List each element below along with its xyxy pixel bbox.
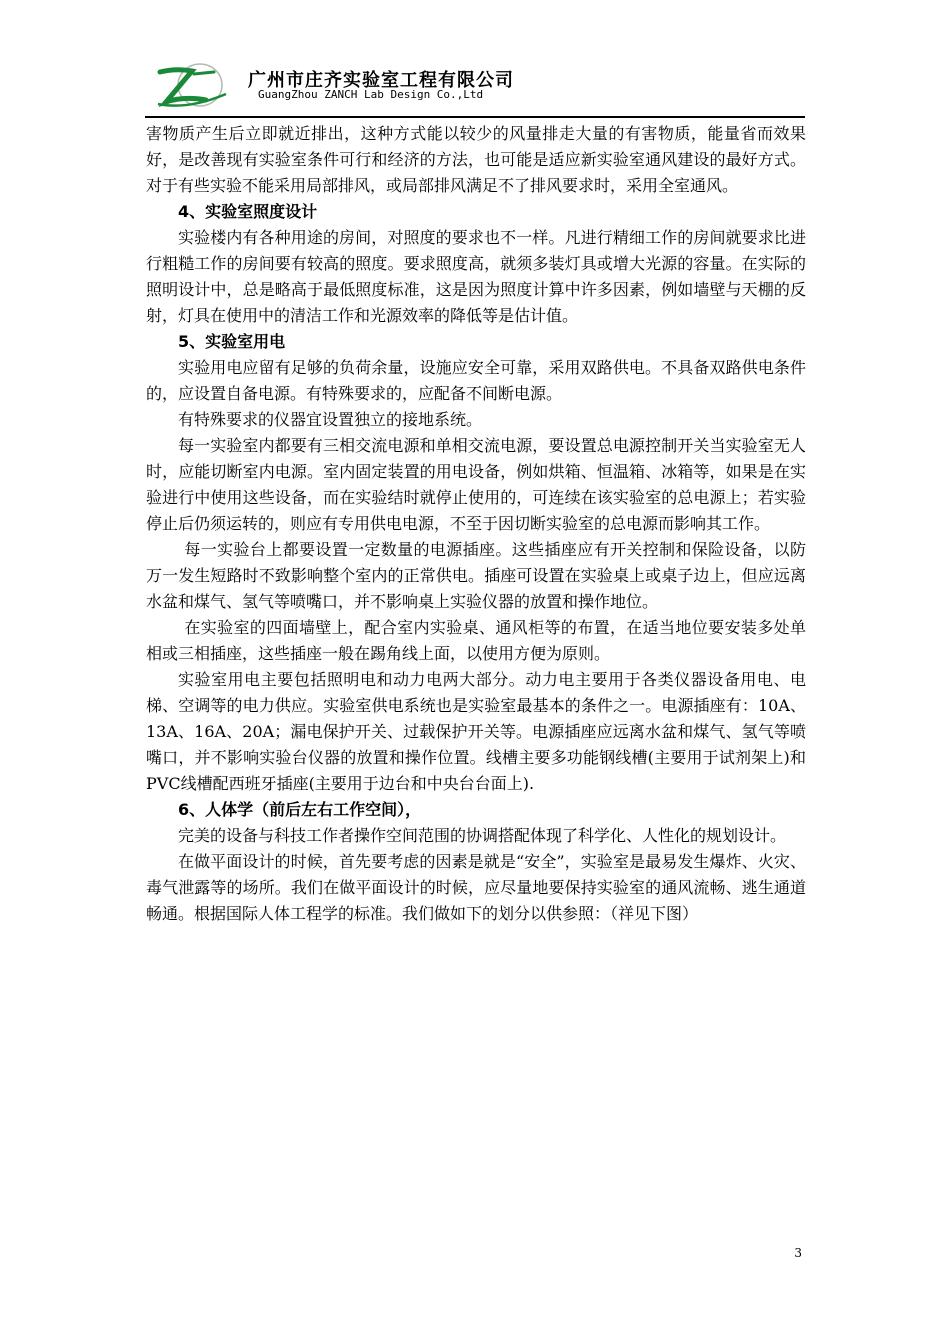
header-divider — [145, 116, 805, 118]
paragraph: 完美的设备与科技工作者操作空间范围的协调搭配体现了科学化、人性化的规划设计。 — [178, 826, 787, 845]
paragraph: 实验用电应留有足够的负荷余量，设施应安全可靠，采用双路供电。不具备双路供电条件的，应设置自备电源。有特殊要求的，应配备不间断电源。 — [146, 358, 806, 403]
paragraph: 实验楼内有各种用途的房间，对照度的要求也不一样。凡进行精细工作的房间就要求比进行粗糙工作的房间要有较高的照度。要求照度高，就须多装灯具或增大光源的容量。在实际的照明设计中，总是略高于最低照度标准，这是因为照度计算中许多因素，例如墙壁与天棚的反射，灯具在使用中的清洁工作和光源效率的降低等是估计值。 — [146, 228, 806, 325]
paragraph: 实验室用电主要包括照明电和动力电两大部分。动力电主要用于各类仪器设备用电、电梯、空调等的电力供应。实验室供电系统也是实验室最基本的条件之一。电源插座有：10A、13A、16A、20A；漏电保护开关、过载保护开关等。电源插座应远离水盆和煤气、氢气等喷嘴口，并不影响实验台仪器的放置和操作位置。线槽主要多功能钢线槽(主要用于试剂架上)和PVC线槽配西班牙插座(主要用于边台和中央台台面上). — [146, 670, 806, 793]
section-heading: 4、实验室照度设计 — [178, 202, 318, 221]
paragraph: 有特殊要求的仪器宜设置独立的接地系统。 — [178, 410, 483, 429]
company-name-en: GuangZhou ZANCH Lab Design Co.,Ltd — [258, 88, 484, 101]
paragraph: 在做平面设计的时候，首先要考虑的因素是就是“安全”，实验室是最易发生爆炸、火灾、毒气泄露等的场所。我们在做平面设计的时候，应尽量地要保持实验室的通风流畅、逃生通道畅通。根据国际人体工程学的标准。我们做如下的划分以供参照：（祥见下图） — [146, 852, 806, 923]
section-heading: 5、实验室用电 — [178, 332, 286, 351]
page-number: 3 — [794, 1246, 802, 1260]
document-body — [146, 121, 806, 927]
paragraph: 在实验室的四面墙壁上，配合室内实验桌、通风柜等的布置，在适当地位要安装多处单相或三相插座，这些插座一般在踢角线上面，以使用方便为原则。 — [146, 618, 806, 663]
paragraph: 害物质产生后立即就近排出，这种方式能以较少的风量排走大量的有害物质，能量省而效果好，是改善现有实验室条件可行和经济的方法，也可能是适应新实验室通风建设的最好方式。对于有些实验不能采用局部排风，或局部排风满足不了排风要求时，采用全室通风。 — [146, 124, 806, 195]
section-heading: 6、人体学（前后左右工作空间）， — [178, 800, 422, 819]
company-logo-icon — [154, 60, 230, 112]
company-name-cn: 广州市庄齐实验室工程有限公司 — [248, 70, 514, 91]
paragraph: 每一实验台上都要设置一定数量的电源插座。这些插座应有开关控制和保险设备，以防万一发生短路时不致影响整个室内的正常供电。插座可设置在实验桌上或桌子边上，但应远离水盆和煤气、氢气等喷嘴口，并不影响桌上实验仪器的放置和操作地位。 — [146, 540, 806, 611]
paragraph: 每一实验室内都要有三相交流电源和单相交流电源，要设置总电源控制开关当实验室无人时，应能切断室内电源。室内固定装置的用电设备，例如烘箱、恒温箱、冰箱等，如果是在实验进行中使用这些设备，而在实验结时就停止使用的，可连续在该实验室的总电源上；若实验停止后仍须运转的，则应有专用供电电源，不至于因切断实验室的总电源而影响其工作。 — [146, 436, 806, 533]
page-header — [150, 56, 810, 114]
